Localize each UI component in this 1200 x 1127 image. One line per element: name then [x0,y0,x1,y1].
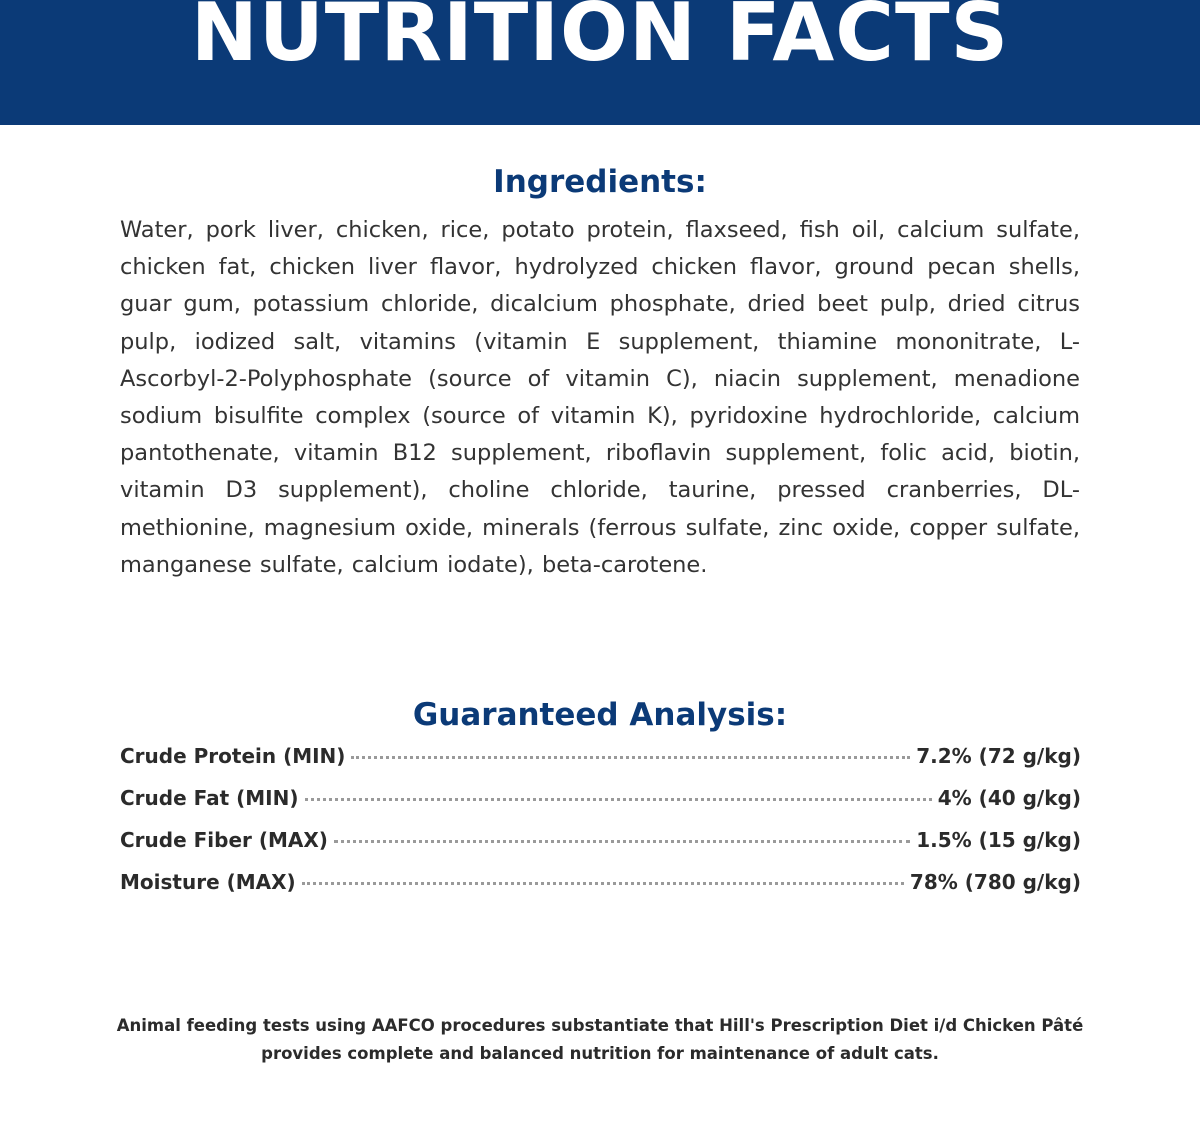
analysis-label: Crude Protein (MIN) [120,744,346,768]
ingredients-list: Water, pork liver, chicken, rice, potato protein, flaxseed, fish oil, calcium sulfate, chicken fat, chicken liver flavor, hydrolyzed chicken flavor, ground pecan shells, guar gum, potassium chloride, dicalcium phosphate, dried beet pulp, dried citrus pulp, iodized salt, vitamins (vitamin E supplement, thiamine mononitrate, L-Ascorbyl-2-Polyphosphate (source of vitamin C), niacin supplement, menadione sodium bisulfite complex (source of vitamin K), pyridoxine hydrochloride, calcium pantothenate, vitamin B12 supplement, riboflavin supplement, folic acid, biotin, vitamin D3 supplement), choline chloride, taurine, pressed cranberries, DL-methionine, magnesium oxide, minerals (ferrous sulfate, zinc oxide, copper sulfate, manganese sulfate, calcium iodate), beta-carotene. [120,217,1080,578]
analysis-row-moisture [120,870,1081,912]
analysis-value: 7.2% (72 g/kg) [916,744,1081,768]
analysis-value: 4% (40 g/kg) [937,786,1081,810]
aafco-statement [100,1012,1100,1068]
analysis-label: Crude Fat (MIN) [120,786,299,810]
analysis-value: 1.5% (15 g/kg) [916,828,1081,852]
analysis-row-crude-fat [120,786,1081,828]
guaranteed-analysis-table [120,744,1081,912]
dot-leader [351,756,910,759]
analysis-row-crude-protein [120,744,1081,786]
analysis-label: Crude Fiber (MAX) [120,828,328,852]
analysis-value: 78% (780 g/kg) [909,870,1081,894]
page-title: NUTRITION FACTS [190,0,1010,79]
title-banner [0,0,1200,125]
ingredients-heading: Ingredients: [493,164,707,200]
aafco-statement-line-2: provides complete and balanced nutrition for maintenance of adult cats. [261,1044,939,1063]
analysis-label: Moisture (MAX) [120,870,296,894]
analysis-row-crude-fiber [120,828,1081,870]
aafco-statement-line-1: Animal feeding tests using AAFCO procedures substantiate that Hill's Prescription Diet i/d Chicken Pâté [116,1016,1084,1035]
guaranteed-analysis-heading: Guaranteed Analysis: [412,697,788,733]
dot-leader [334,840,910,843]
dot-leader [305,798,932,801]
dot-leader [302,882,904,885]
